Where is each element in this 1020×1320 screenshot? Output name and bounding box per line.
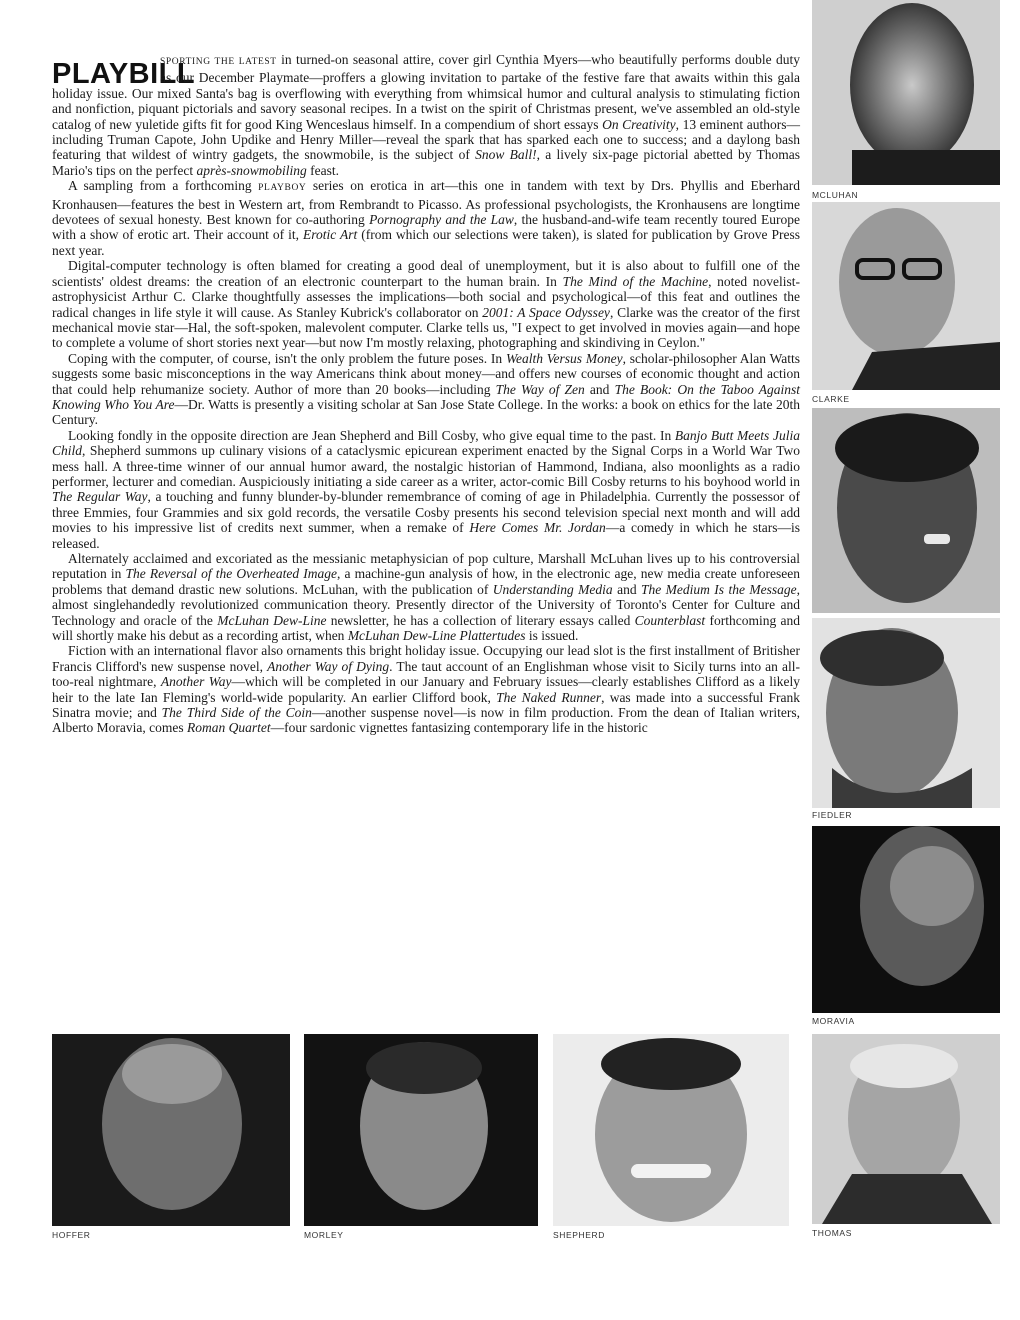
article-paragraph: Coping with the computer, of course, isn't the only problem the future poses. In Wealth Versus Money, scholar-philosopher Alan Watts suggests some basic misconceptions in the way Americans think about money—and offers new courses of economic thought and action that could help rehumanize society. Author of more than 20 books—including The Way of Zen and The Book: On the Taboo Against Knowing Who You Are—Dr. Watts is presently a visiting scholar at San Jose State College. In the works: a book on ethics for the late 20th Century. [52,350,801,428]
portrait-photo-morley [304,1034,538,1226]
caption-moravia: MORAVIA [812,1016,855,1026]
page-title: PLAYBILL [52,58,196,90]
article-paragraph: Alternately acclaimed and excoriated as the messianic metaphysician of pop culture, Marshall McLuhan lives up to his controversial reputation in The Reversal of the Overheated Image, a machine-gun analysis of how, in the electronic age, new media create unforeseen problems that demand drastic new solutions. McLuhan, with the publication of Understanding Media and The Medium Is the Message, almost singlehandedly revolutionized communication theory. Presently director of the University of Toronto's Center for Culture and Technology and oracle of the McLuhan Dew-Line newsletter, he has a collection of literary essays called Counterblast forthcoming and will shortly make his debut as a recording artist, when McLuhan Dew-Line Plattertudes is issued. [52,551,801,644]
portrait-photo-fiedler [812,618,1000,808]
caption-hoffer: HOFFER [52,1230,91,1240]
caption-mcluhan: MCLUHAN [812,190,859,200]
portrait-photo-shepherd [553,1034,789,1226]
article-paragraph: Digital-computer technology is often blamed for creating a good deal of unemployment, but it is also about to fulfill one of the scientists' oldest dreams: the creation of an electronic counterpart to the human brain. In The Mind of the Machine, noted novelist-astrophysicist Arthur C. Clarke thoughtfully assesses the implications—both social and psychological—of this feat and outlines the radical changes in life style it will cause. As Stanley Kubrick's collaborator on 2001: A Space Odyssey, Clarke was the creator of the first mechanical movie star—Hal, the soft-spoken, malevolent computer. Clarke tells us, "I expect to get involved in movies again—and hope to complete a volume of short stories next year—but now I'm mostly relaxing, photographing and skindiving in Ceylon." [52,258,800,351]
portrait-photo-thomas [812,1034,1000,1224]
portrait-photo-clarke [812,202,1000,390]
article-paragraph: A sampling from a forthcoming PLAYBOY series on erotica in art—this one in tandem with text by Drs. Phyllis and Eberhard Kronhausen—features the best in Western art, from Rembrandt to Picasso. As professional psychologists, the Kronhausens are longtime devotees of sexual honesty. Best known for co-authoring Pornography and the Law, the husband-and-wife team recently toured Europe with a show of erotic art. Their account of it, Erotic Art (from which our selections were taken), is slated for publication by Grove Press next year. [52,178,800,258]
portrait-photo-mcluhan [812,0,1000,185]
portrait-photo-cosby [812,408,1000,613]
caption-shepherd: SHEPHERD [553,1230,606,1240]
portrait-photo-hoffer [52,1034,290,1226]
caption-clarke: CLARKE [812,394,850,404]
article-paragraph: SPORTING THE LATEST in turned-on seasonal attire, cover girl Cynthia Myers—who beautifully performs double duty as our December Playmate—proffers a glowing invitation to partake of the festive fare that awaits within this gala holiday issue. Our mixed Santa's bag is overflowing with everything from whimsical humor and cultural analysis to stimulating fiction and nonfiction, piquant pictorials and savory seasonal recipes. In a twist on the spirit of Christmas present, we've assembled an old-style catalog of new yuletide gifts fit for good King Wenceslaus himself. In a compendium of short essays On Creativity, 13 eminent authors—including Truman Capote, John Updike and Henry Miller—reveal the spark that has sparked each one to success; and a daylong bash featuring that wildest of wintry gadgets, the snowmobile, is the subject of Snow Ball!, a lively six-page pictorial abetted by Thomas Mario's tips on the perfect après-snowmobiling feast. [52,52,800,178]
caption-fiedler: FIEDLER [812,810,853,820]
portrait-photo-moravia [812,826,1000,1013]
article-body [52,52,800,736]
caption-thomas: THOMAS [812,1228,852,1238]
article-paragraph: Looking fondly in the opposite direction are Jean Shepherd and Bill Cosby, who give equal time to the past. In Banjo Butt Meets Julia Child, Shepherd summons up culinary visions of a cataclysmic epicurean experiment enacted by the Signal Corps in a World War Two mess hall. A three-time winner of our annual humor award, the nostalgic historian of Hammond, Indiana, also moonlights as a radio performer, lecturer and comedian. Auspiciously initiating a side career as a writer, actor-comic Bill Cosby returns to his boyhood world in The Regular Way, a touching and funny blunder-by-blunder remembrance of coming of age in Philadelphia. Currently the possessor of three Emmies, four Grammies and six gold records, the versatile Cosby presents his second television special next month and will add movies to his impressive list of credits next summer, when a remake of Here Comes Mr. Jordan—a comedy in which he stars—is released. [52,427,801,551]
article-paragraph: Fiction with an international flavor also ornaments this bright holiday issue. Occupying our lead slot is the first installment of Britisher Francis Clifford's new suspense novel, Another Way of Dying. The taut account of an Englishman whose visit to Sicily turns into an all-too-real nightmare, Another Way—which will be completed in our January and February issues—clearly establishes Clifford as a likely heir to the late Ian Fleming's world-wide popularity. An earlier Clifford book, The Naked Runner, was made into a successful Frank Sinatra movie; and The Third Side of the Coin—another suspense novel—is now in film production. From the dean of Italian writers, Alberto Moravia, comes Roman Quartet—four sardonic vignettes fantasizing contemporary life in the historic [52,643,801,736]
caption-morley: MORLEY [304,1230,344,1240]
